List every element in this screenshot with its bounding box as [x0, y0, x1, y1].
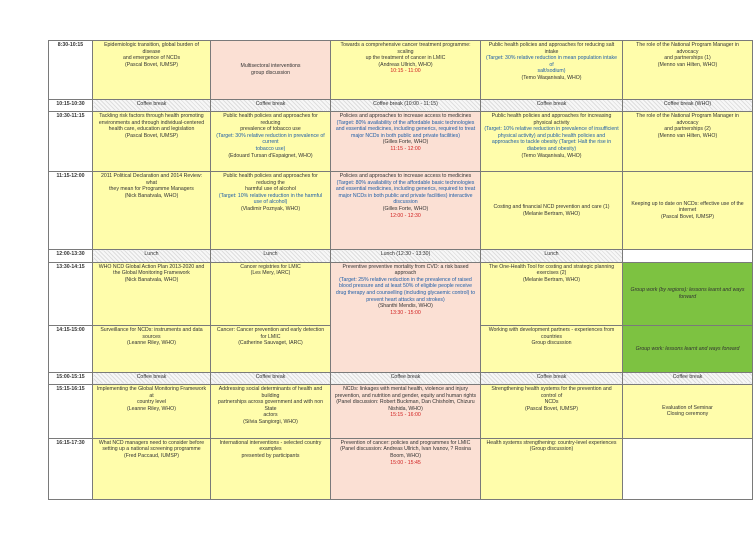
table-row: [49, 438, 753, 499]
break-cell: Coffee break: [93, 372, 211, 384]
table-row: [49, 41, 753, 100]
table-row: [49, 172, 753, 250]
session-cell: NCDs: linkages with mental health, violence and injury prevention, and nutrition and gender, equity and human rights (Panel discussion: Robert Buckman, Dan Chisholm, Chizuru Nishida, WHO) 15:15 - 16:00: [331, 384, 481, 438]
session-cell: Keeping up to date on NCDs: effective use of the internet (Pascal Bovet, IUMSP): [623, 172, 753, 250]
time-cell: 15:00-15:15: [49, 372, 93, 384]
session-cell: Strengthening health systems for the prevention and control of NCDs (Pascal Bovet, IUMSP): [481, 384, 623, 438]
table-row: [49, 111, 753, 171]
session-cell: Evaluation of Seminar Closing ceremony: [623, 384, 753, 438]
break-cell: Coffee break: [623, 372, 753, 384]
break-cell: Coffee break: [331, 372, 481, 384]
session-cell: Public health policies and approaches for reducing salt intake (Target: 30% relative reduction in mean population intake of salt/sodium) (Temo Waqanivalu, WHO): [481, 41, 623, 100]
break-cell: Coffee break: [211, 372, 331, 384]
session-cell: Multisectoral interventions group discussion: [211, 41, 331, 100]
session-cell: Addressing social determinants of health and building partnerships across government and with non State actors (Silvia Sangiorgi, WHO): [211, 384, 331, 438]
time-cell: 16:15-17:30: [49, 438, 93, 499]
session-cell: Prevention of cancer: policies and programmes for LMIC (Panel discussion: Andreas Ullrich, Ivan Ivanov, ? Rosina Boom, WHO) 15:00 - 15:45: [331, 438, 481, 499]
session-cell: Working with development partners - experiences from countries Group discussion: [481, 326, 623, 372]
lunch-cell: Lunch: [93, 250, 211, 262]
session-cell: Policies and approaches to increase access to medicines (Target: 80% availability of the affordable basic technologies and essential medicines, including generics, required to treat major NCDs in both public and private facilities) interactive discussion (Gilles Forte, WHO) 12:00 - 12:30: [331, 172, 481, 250]
session-cell: Public health policies and approaches for increasing physical activity (Target: 10% relative reduction in prevalence of insufficient physical activity) and public health policies and approaches to tackle obesity (Target: Halt the rise in diabetes and obesity) (Temo Waqanivalu, WHO): [481, 111, 623, 171]
session-cell: Towards a comprehensive cancer treatment programme: scaling up the treatment of cancer in LMIC (Andreas Ullrich, WHO) 10:15 - 11:00: [331, 41, 481, 100]
empty-cell: [623, 250, 753, 262]
table-row: [49, 250, 753, 262]
session-cell: Health systems strengthening: country-level experiences (Group discussion): [481, 438, 623, 499]
session-cell: Cancer registries for LMIC (Les Mery, IARC): [211, 262, 331, 326]
session-cell: What NCD managers need to consider before setting up a national screening programme (Fred Paccaud, IUMSP): [93, 438, 211, 499]
time-cell: 11:15-12:00: [49, 172, 93, 250]
table-row: [49, 384, 753, 438]
session-cell: Tackling risk factors through health promoting environments and through individual-centered health care, education and legislation (Pascal Bovet, IUMSP): [93, 111, 211, 171]
break-cell: Coffee break: [481, 99, 623, 111]
time-cell: 10:15-10:30: [49, 99, 93, 111]
time-cell: 15:15-16:15: [49, 384, 93, 438]
table-row: [49, 372, 753, 384]
group-work-cell: Group work (by regions): lessons learnt and ways forward: [623, 262, 753, 326]
session-cell: The role of the National Program Manager in advocacy and partnerships (2) (Menno van Hilten, WHO): [623, 111, 753, 171]
time-cell: 10:30-11:15: [49, 111, 93, 171]
session-cell: Epidemiologic transition, global burden of disease and emergence of NCDs (Pascal Bovet, IUMSP): [93, 41, 211, 100]
session-cell: The One-Health Tool for costing and strategic planning exercises (2) (Melanie Bertram, WHO): [481, 262, 623, 326]
break-cell: Coffee break (WHO): [623, 99, 753, 111]
session-cell: Policies and approaches to increase access to medicines (Target: 80% availability of the affordable basic technologies and essential medicines, including generics, required to treat major NCDs in both public and private facilities) (Gilles Forte, WHO) 11:15 - 12:00: [331, 111, 481, 171]
group-work-cell: Group work: lessons learnt and ways forward: [623, 326, 753, 372]
table-row: [49, 99, 753, 111]
empty-cell: [623, 438, 753, 499]
session-cell: Public health policies and approaches for reducing the harmful use of alcohol (Target: 10% relative reduction in the harmful use of alcohol) (Vladimir Poznyak, WHO): [211, 172, 331, 250]
time-cell: 13:30-14:15: [49, 262, 93, 326]
session-cell: The role of the National Program Manager in advocacy and partnerships (1) (Menno van Hilten, WHO): [623, 41, 753, 100]
session-cell: Cancer: Cancer prevention and early detection for LMIC (Catherine Sauvaget, IARC): [211, 326, 331, 372]
time-cell: 12:00-13:30: [49, 250, 93, 262]
break-cell: Coffee break: [93, 99, 211, 111]
time-cell: 8:30-10:15: [49, 41, 93, 100]
time-cell: 14:15-15:00: [49, 326, 93, 372]
session-cell: 2011 Political Declaration and 2014 Review: what they mean for Programme Managers (Nick Banatvala, WHO): [93, 172, 211, 250]
session-cell: Preventive preventive mortality from CVD: a risk based approach (Target: 25% relative reduction in the prevalence of raised blood pressure and at least 50% of eligible people receive drug therapy and counselling (including glycaemic control) to prevent heart attacks and strokes) (Shanthi Mendis, WHO) 13:30 - 15:00: [331, 262, 481, 372]
session-cell: International interventions - selected country examples presented by participants: [211, 438, 331, 499]
session-cell: Implementing the Global Monitoring Framework at country level (Leanne Riley, WHO): [93, 384, 211, 438]
lunch-cell: Lunch: [211, 250, 331, 262]
session-cell: Costing and financial NCD prevention and care (1) (Melanie Bertram, WHO): [481, 172, 623, 250]
table-row: [49, 262, 753, 326]
lunch-cell: Lunch: [481, 250, 623, 262]
session-cell: WHO NCD Global Action Plan 2013-2020 and the Global Monitoring Framework (Nick Banatvala, WHO): [93, 262, 211, 326]
session-cell: Public health policies and approaches for reducing prevalence of tobacco use (Target: 30% relative reduction in prevalence of current tobacco use) (Edouard Tursan d'Espaignet, WHO): [211, 111, 331, 171]
schedule-table: [48, 40, 753, 500]
lunch-cell: Lunch (12:30 - 13:30): [331, 250, 481, 262]
break-cell: Coffee break: [211, 99, 331, 111]
break-cell: Coffee break: [481, 372, 623, 384]
break-cell: Coffee break (10:00 - 11:15): [331, 99, 481, 111]
session-cell: Surveillance for NCDs: instruments and data sources (Leanne Riley, WHO): [93, 326, 211, 372]
